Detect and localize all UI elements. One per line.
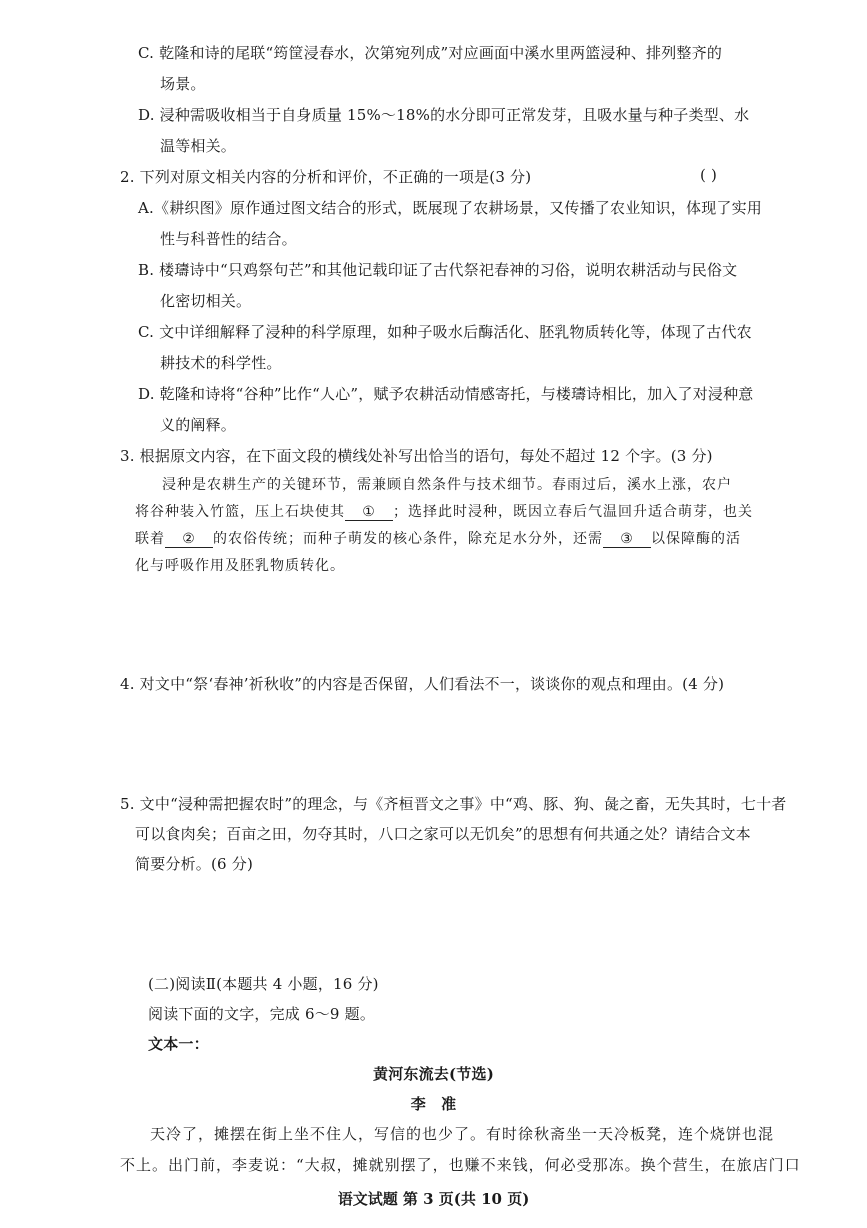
q2-option-d-line1: D. 乾隆和诗将“谷种”比作“人心”，赋予农耕活动情感寄托，与楼璹诗相比，加入了对浸种意: [138, 385, 754, 403]
article-title: 黄河东流去(节选): [373, 1065, 494, 1083]
q2-option-d-line2: 义的阐释。: [160, 416, 237, 434]
section2-instruction: 阅读下面的文字，完成 6～9 题。: [148, 1005, 376, 1023]
q4-stem: 4. 对文中“祭‘春神’祈秋收”的内容是否保留，人们看法不一，谈谈你的观点和理由。(4 分): [120, 675, 725, 693]
q3-blank-3: ③: [603, 531, 651, 548]
text-one-label: 文本一：: [148, 1035, 209, 1053]
q1-option-d-line1: D. 浸种需吸收相当于自身质量 15%～18%的水分即可正常发芽，且吸水量与种子类型、水: [138, 106, 750, 124]
q3-passage-line3: [135, 528, 741, 548]
q2-option-a-line2: 性与科普性的结合。: [160, 230, 297, 248]
q5-stem-line2: 可以食肉矣；百亩之田，勿夺其时，八口之家可以无饥矣”的思想有何共通之处？请结合文本: [135, 825, 751, 843]
q3-passage-line2-a: 将谷种装入竹篮，压上石块使其: [135, 504, 345, 520]
article-paragraph-line2: 不上。出门前，李麦说：“大叔，摊就别摆了，也赚不来钱，何必受那冻。换个营生，在旅店门口: [120, 1156, 801, 1174]
q2-option-b-line1: B. 楼璹诗中“只鸡祭句芒”和其他记载印证了古代祭祀春神的习俗，说明农耕活动与民俗文: [138, 261, 738, 279]
section2-title: (二)阅读Ⅱ(本题共 4 小题，16 分): [148, 975, 379, 993]
q3-passage-line2-b: ；选择此时浸种，既因立春后气温回升适合萌芽，也关: [393, 504, 753, 520]
q2-option-c-line1: C. 文中详细解释了浸种的科学原理，如种子吸水后酶活化、胚乳物质转化等，体现了古代农: [138, 323, 752, 341]
q3-blank-1: ①: [345, 504, 393, 521]
q1-option-c-line1: C. 乾隆和诗的尾联“筠筐浸春水，次第宛列成”对应画面中溪水里两篮浸种、排列整齐的: [138, 44, 723, 62]
q3-passage-line3-a: 联着: [135, 531, 165, 547]
article-paragraph-line1: 天冷了，摊摆在街上坐不住人，写信的也少了。有时徐秋斋坐一天冷板凳，连个烧饼也混: [150, 1125, 775, 1143]
q2-answer-paren: ( ): [700, 166, 718, 184]
q5-stem-line3: 简要分析。(6 分): [135, 855, 254, 873]
q2-stem: 2. 下列对原文相关内容的分析和评价，不正确的一项是(3 分): [120, 168, 532, 186]
q1-option-c-line2: 场景。: [160, 75, 206, 93]
q3-passage-line3-c: 以保障酶的活: [651, 531, 741, 547]
q3-passage-line4: 化与呼吸作用及胚乳物质转化。: [135, 558, 345, 574]
q3-passage-line3-b: 的农俗传统；而种子萌发的核心条件，除充足水分外，还需: [213, 531, 603, 547]
q2-option-c-line2: 耕技术的科学性。: [160, 354, 282, 372]
q5-stem-line1: 5. 文中“浸种需把握农时”的理念，与《齐桓晋文之事》中“鸡、豚、狗、彘之畜，无失其时，七十者: [120, 795, 787, 813]
q3-passage-line2: [135, 501, 753, 521]
article-author: 李 准: [410, 1095, 457, 1113]
q2-option-b-line2: 化密切相关。: [160, 292, 252, 310]
q3-stem: 3. 根据原文内容，在下面文段的横线处补写出恰当的语句，每处不超过 12 个字。(3 分): [120, 447, 713, 465]
q3-passage-line1: 浸种是农耕生产的关键环节，需兼顾自然条件与技术细节。春雨过后，溪水上涨，农户: [162, 477, 732, 493]
q1-option-d-line2: 温等相关。: [160, 137, 237, 155]
q2-option-a-line1: A.《耕织图》原作通过图文结合的形式，既展现了农耕场景，又传播了农业知识，体现了实用: [138, 199, 763, 217]
page-footer: 语文试题 第 3 页(共 10 页): [337, 1190, 530, 1208]
q3-blank-2: ②: [165, 531, 213, 548]
